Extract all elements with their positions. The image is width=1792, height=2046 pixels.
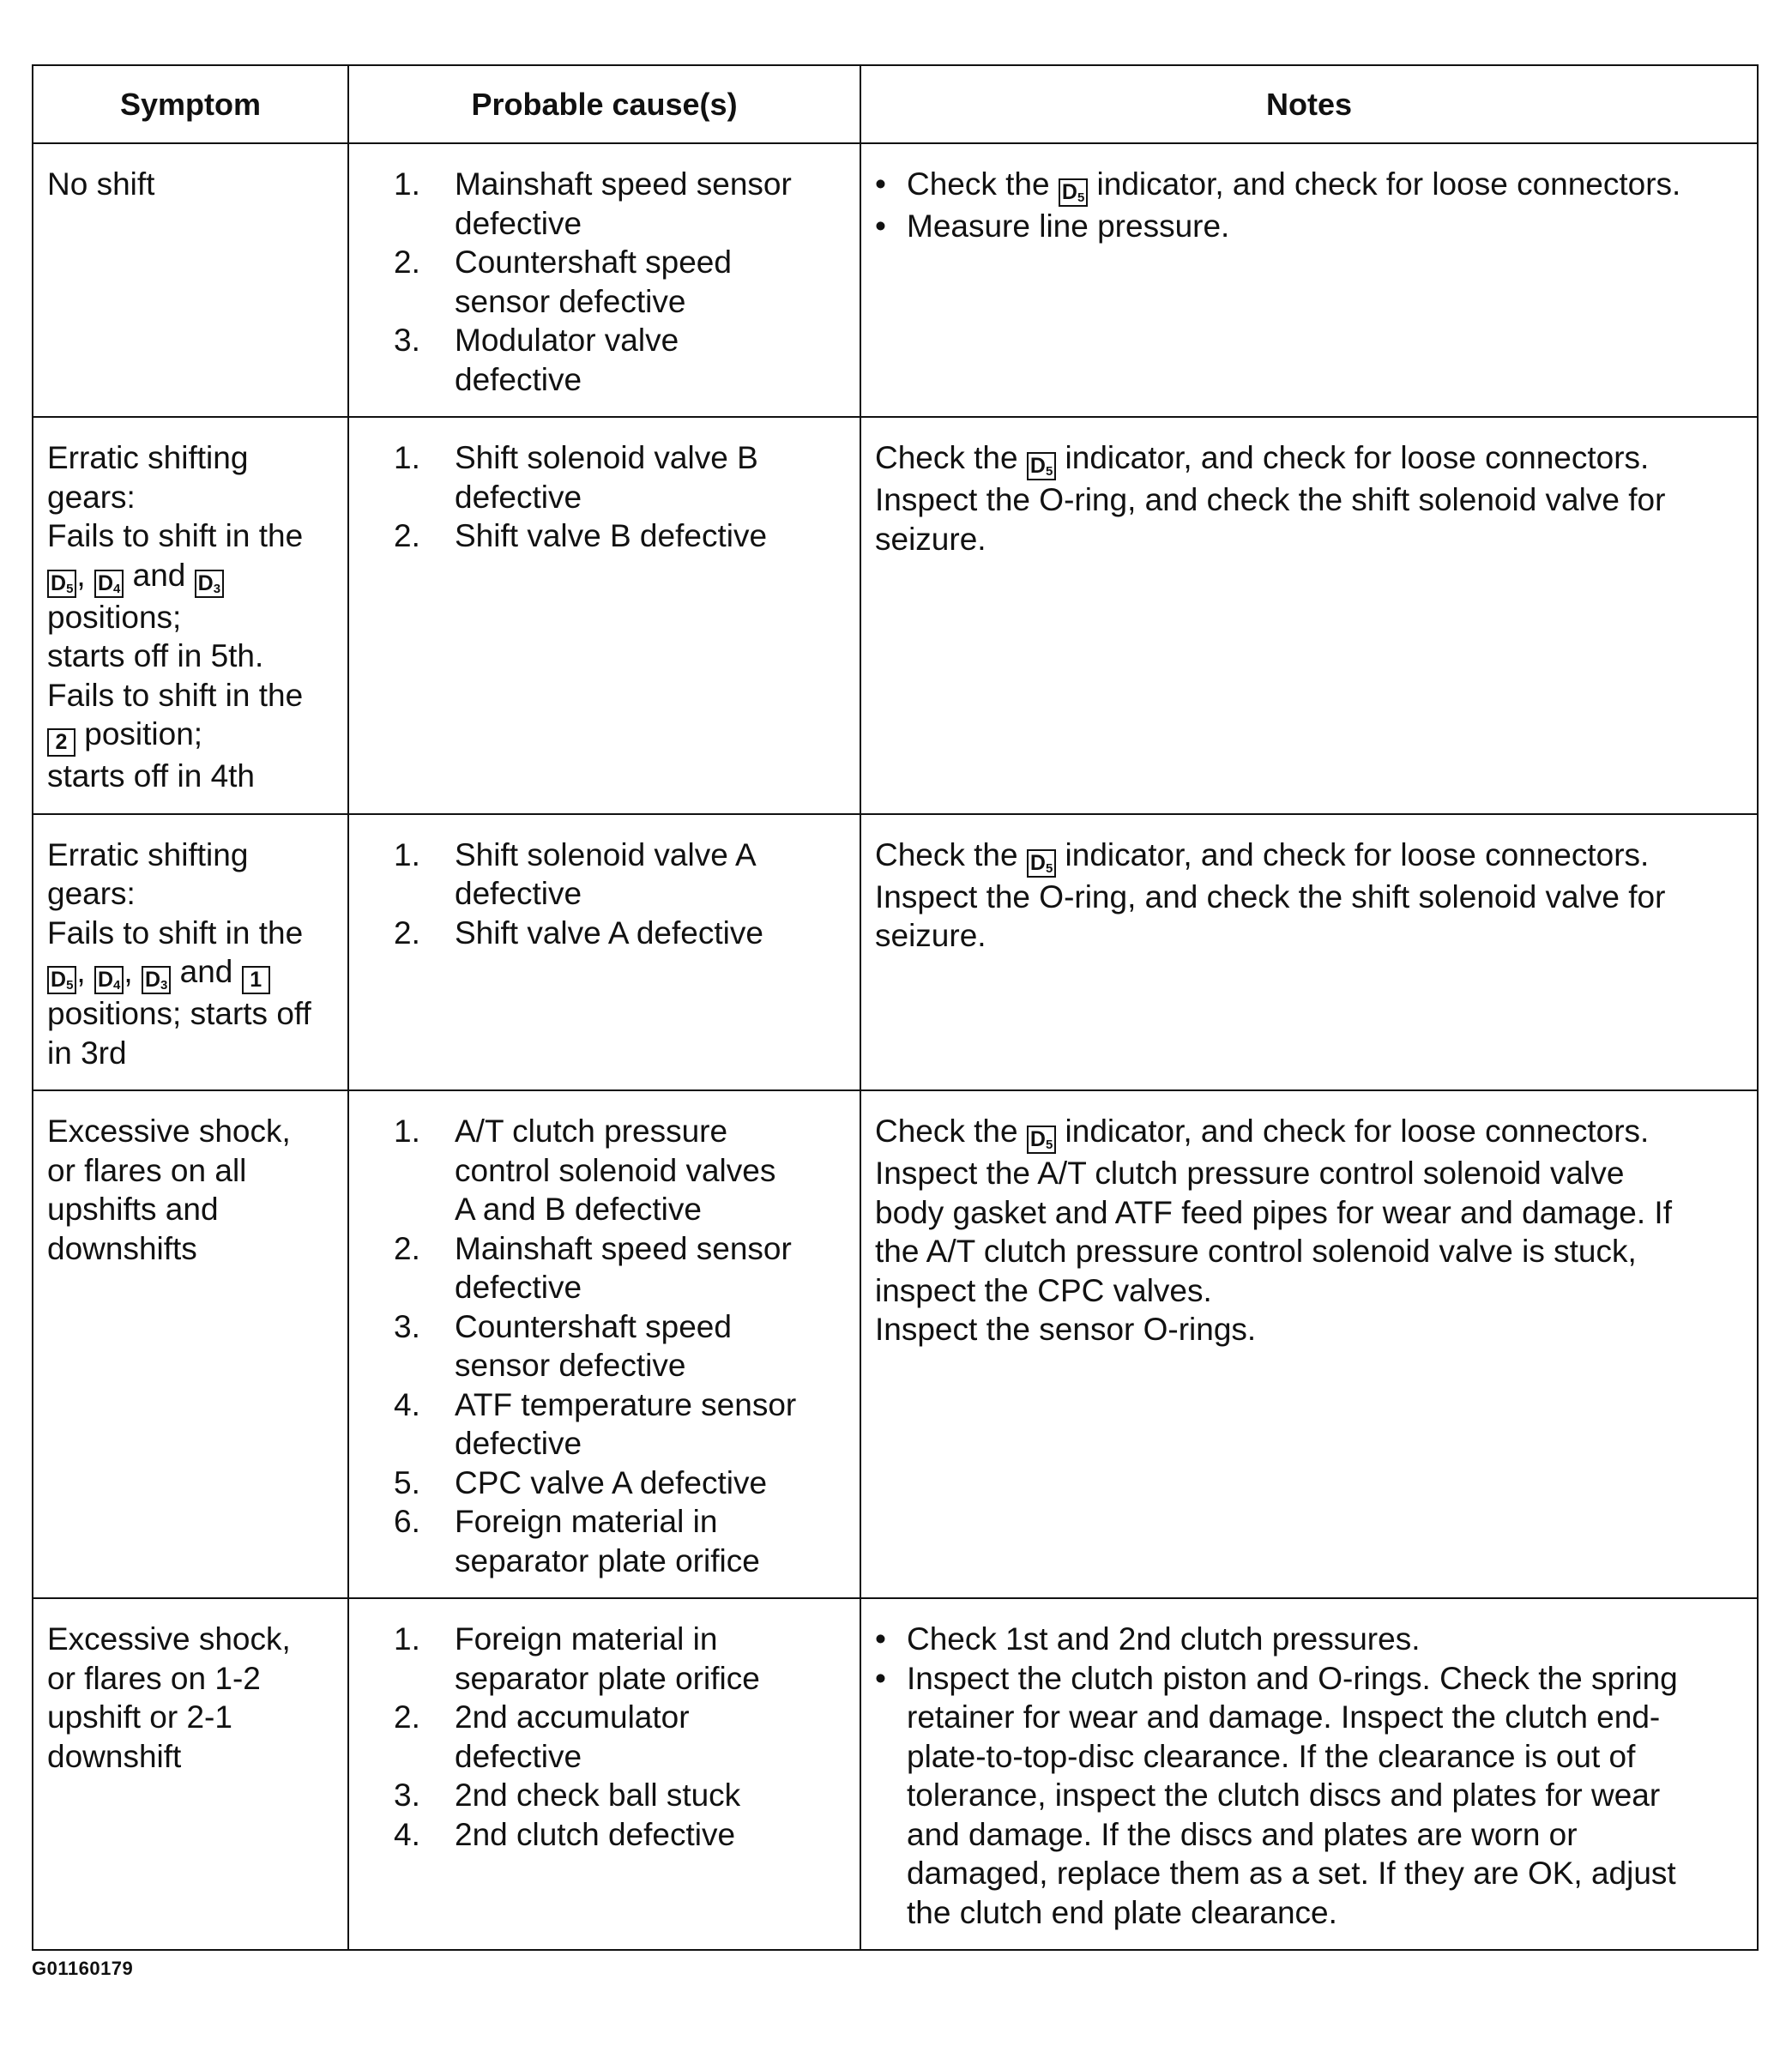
cause-list [394, 165, 848, 399]
text-line: A/T clutch pressure [455, 1114, 728, 1149]
text-run: gears: [47, 876, 136, 911]
cause-item [394, 243, 848, 321]
header-probable-causes: Probable cause(s) [348, 65, 860, 143]
text-run: No shift [47, 166, 155, 202]
gear-position-icon [47, 728, 75, 757]
header-notes: Notes [860, 65, 1758, 143]
text-run: starts off in 5th. [47, 638, 264, 673]
symptom-cell [33, 1090, 348, 1598]
gear-position-letter: D [51, 968, 67, 992]
text-line [47, 1151, 334, 1191]
gear-position-icon [1027, 452, 1056, 480]
gear-position-number: 3 [160, 978, 168, 993]
gear-position-letter: D [1061, 180, 1077, 204]
notes-cell [860, 1090, 1758, 1598]
note-bullet-item [875, 1620, 1743, 1659]
cause-item [394, 516, 848, 556]
figure-code: G01160179 [32, 1958, 134, 1979]
cause-text [455, 1815, 848, 1855]
cause-item [394, 836, 848, 914]
text-line [47, 994, 334, 1034]
text-run: Erratic shifting [47, 836, 249, 872]
text-run: the clutch end plate clearance. [907, 1894, 1337, 1930]
gear-position-icon [1027, 1126, 1056, 1154]
text-line [875, 1112, 1743, 1154]
text-line [907, 1815, 1743, 1855]
gear-position-icon [94, 570, 124, 598]
text-line [47, 637, 334, 676]
text-line [875, 1193, 1743, 1233]
text-line [47, 1190, 334, 1229]
cause-list [394, 1112, 848, 1580]
cause-item [394, 1776, 848, 1815]
cause-number: 2. [394, 1699, 420, 1735]
text-run: the A/T clutch pressure control solenoid valve is stuck, [875, 1234, 1637, 1269]
text-line: Mainshaft speed sensor [455, 1230, 792, 1266]
text-line: defective [455, 1270, 582, 1305]
cause-list [394, 1620, 848, 1854]
text-line: separator plate orifice [455, 1542, 760, 1578]
note-text [907, 207, 1743, 246]
cause-text [455, 1112, 848, 1229]
text-run: seizure. [875, 521, 987, 557]
text-run: , [124, 954, 142, 989]
cause-item [394, 1385, 848, 1464]
text-run: Check 1st and 2nd clutch pressures. [907, 1621, 1421, 1657]
text-line [47, 598, 334, 637]
text-line: A and B defective [455, 1192, 702, 1227]
text-run: and [124, 557, 195, 593]
text-run: or flares on all [47, 1152, 247, 1188]
table-row [33, 814, 1758, 1091]
text-run: downshift [47, 1738, 182, 1774]
text-line [875, 438, 1743, 480]
text-line [47, 478, 334, 517]
text-line: control solenoid valves [455, 1152, 776, 1188]
text-run: positions; starts off [47, 996, 311, 1031]
text-run: indicator, and check for loose connectors. [1056, 836, 1650, 872]
gear-position-number: 5 [66, 978, 74, 993]
notes-bullet-list [875, 1620, 1743, 1932]
gear-position-letter: D [144, 968, 160, 992]
text-line [875, 1154, 1743, 1193]
gear-position-letter: D [1029, 1127, 1046, 1151]
cause-number: 3. [394, 1308, 420, 1344]
gear-position-letter: D [51, 570, 67, 595]
text-line [47, 1112, 334, 1151]
text-run: indicator, and check for loose connectors. [1088, 166, 1681, 202]
text-run: body gasket and ATF feed pipes for wear and damage. If [875, 1194, 1672, 1230]
text-run: damaged, replace them as a set. If they are OK, adjust [907, 1856, 1676, 1891]
text-run: gears: [47, 479, 136, 515]
troubleshooting-table [32, 64, 1759, 1951]
text-line [47, 952, 334, 994]
text-run: position; [75, 716, 203, 751]
cause-number: 1. [394, 1114, 420, 1149]
gear-position-letter: D [1029, 454, 1046, 478]
cause-list [394, 438, 848, 556]
text-line [47, 1034, 334, 1073]
text-line: separator plate orifice [455, 1660, 760, 1696]
gear-position-icon [142, 966, 171, 994]
gear-position-letter: D [1029, 850, 1046, 875]
text-line: Foreign material in [455, 1504, 718, 1539]
gear-position-number: 5 [1077, 190, 1085, 205]
cause-item [394, 1307, 848, 1385]
cause-number: 2. [394, 244, 420, 280]
gear-position-letter: D [97, 570, 114, 595]
text-run: plate-to-top-disc clearance. If the clearance is out of [907, 1738, 1636, 1774]
text-line [907, 1620, 1743, 1659]
text-line [875, 480, 1743, 520]
text-line: defective [455, 1738, 582, 1774]
cause-text [455, 1502, 848, 1580]
gear-position-number: 5 [66, 581, 74, 596]
probable-causes-cell [348, 814, 860, 1091]
text-run: in 3rd [47, 1035, 127, 1071]
text-run: and [171, 954, 242, 989]
text-line [47, 874, 334, 914]
cause-text [455, 165, 848, 243]
text-line [907, 1854, 1743, 1893]
gear-position-icon [47, 570, 76, 598]
text-run: Inspect the O-ring, and check the shift solenoid valve for [875, 482, 1666, 517]
cause-text [455, 516, 848, 556]
text-line [907, 207, 1743, 246]
bullet-icon: • [875, 208, 886, 244]
cause-number: 4. [394, 1386, 420, 1422]
text-run: Check the [875, 440, 1027, 475]
cause-item [394, 1620, 848, 1698]
cause-number: 6. [394, 1504, 420, 1539]
text-line [875, 1310, 1743, 1349]
text-line: CPC valve A defective [455, 1464, 768, 1500]
text-run: Inspect the clutch piston and O-rings. Check the spring [907, 1660, 1678, 1696]
cause-item [394, 1464, 848, 1503]
note-text [907, 1659, 1743, 1933]
gear-position-number: 3 [213, 581, 221, 596]
symptom-cell [33, 143, 348, 417]
text-line: Countershaft speed [455, 244, 732, 280]
cause-item [394, 1698, 848, 1776]
text-line: 2nd accumulator [455, 1699, 690, 1735]
gear-position-icon [94, 966, 124, 994]
text-line [47, 438, 334, 478]
note-text [907, 1620, 1743, 1659]
gear-position-letter: D [97, 968, 114, 992]
cause-list [394, 836, 848, 953]
text-line [47, 1620, 334, 1659]
table-row [33, 417, 1758, 814]
cause-number: 2. [394, 914, 420, 951]
text-line [875, 836, 1743, 878]
cause-text [455, 1229, 848, 1307]
text-run: Fails to shift in the [47, 677, 304, 713]
bullet-icon: • [875, 166, 886, 202]
text-run: Erratic shifting [47, 440, 249, 475]
cause-text [455, 914, 848, 953]
text-run: Inspect the O-ring, and check the shift solenoid valve for [875, 878, 1666, 914]
table-row [33, 1598, 1758, 1950]
cause-number: 2. [394, 1230, 420, 1266]
note-text [907, 165, 1743, 207]
gear-position-icon [195, 570, 224, 598]
gear-position-icon [1059, 178, 1088, 207]
text-run: and damage. If the discs and plates are worn or [907, 1816, 1578, 1852]
text-line [907, 1776, 1743, 1815]
text-line: ATF temperature sensor [455, 1386, 797, 1422]
cause-text [455, 1307, 848, 1385]
cause-text [455, 1464, 848, 1503]
notes-cell [860, 814, 1758, 1091]
text-run: , [76, 954, 94, 989]
gear-position-letter: 2 [55, 730, 68, 754]
text-run: Fails to shift in the [47, 914, 304, 951]
gear-position-letter: 1 [250, 968, 262, 992]
header-symptom: Symptom [33, 65, 348, 143]
note-bullet-item [875, 165, 1743, 207]
text-line: sensor defective [455, 1348, 686, 1383]
gear-position-number: 5 [1045, 464, 1053, 479]
gear-position-number: 4 [113, 978, 121, 993]
text-line: defective [455, 1426, 582, 1461]
cause-number: 1. [394, 440, 420, 475]
text-run: Excessive shock, [47, 1114, 291, 1149]
table-body [33, 143, 1758, 1950]
gear-position-icon [47, 966, 76, 994]
text-run: indicator, and check for loose connectors. [1056, 440, 1650, 475]
text-line [47, 516, 334, 556]
text-run: seizure. [875, 918, 987, 953]
notes-cell [860, 417, 1758, 814]
cause-item [394, 321, 848, 399]
table-header-row [33, 65, 1758, 143]
text-line [907, 165, 1743, 207]
text-line: defective [455, 876, 582, 911]
table-row [33, 1090, 1758, 1598]
gear-position-icon [242, 966, 270, 994]
text-line: 2nd clutch defective [455, 1816, 736, 1852]
cause-item [394, 1229, 848, 1307]
text-run: indicator, and check for loose connectors. [1056, 1114, 1650, 1149]
text-line: Shift valve A defective [455, 914, 763, 951]
symptom-cell [33, 1598, 348, 1950]
text-line: Modulator valve [455, 323, 679, 358]
gear-position-number: 5 [1045, 860, 1053, 876]
text-line [47, 676, 334, 715]
text-line [47, 1698, 334, 1737]
probable-causes-cell [348, 1090, 860, 1598]
text-run: Measure line pressure. [907, 208, 1230, 244]
text-line: defective [455, 205, 582, 241]
probable-causes-cell [348, 143, 860, 417]
text-line [47, 556, 334, 598]
notes-cell [860, 1598, 1758, 1950]
text-line: defective [455, 361, 582, 397]
text-line: Shift solenoid valve A [455, 836, 757, 872]
gear-position-icon [1027, 849, 1056, 878]
cause-number: 4. [394, 1816, 420, 1852]
text-line [875, 1271, 1743, 1311]
text-line [47, 757, 334, 796]
text-run: retainer for wear and damage. Inspect the clutch end- [907, 1699, 1661, 1735]
text-run: , [76, 557, 94, 593]
text-line [47, 715, 334, 757]
text-run: inspect the CPC valves. [875, 1272, 1212, 1308]
text-line: 2nd check ball stuck [455, 1777, 741, 1813]
text-run: starts off in 4th [47, 758, 255, 794]
cause-text [455, 321, 848, 399]
text-run: positions; [47, 599, 182, 635]
text-run: Excessive shock, [47, 1621, 291, 1657]
symptom-cell [33, 814, 348, 1091]
cause-text [455, 1385, 848, 1464]
cause-text [455, 438, 848, 516]
text-run: upshifts and [47, 1192, 219, 1227]
cause-number: 1. [394, 1621, 420, 1657]
text-line: sensor defective [455, 283, 686, 319]
text-run: tolerance, inspect the clutch discs and plates for wear [907, 1777, 1661, 1813]
text-line [907, 1659, 1743, 1699]
text-line [47, 1659, 334, 1699]
cause-text [455, 1698, 848, 1776]
text-run: or flares on 1-2 [47, 1660, 261, 1696]
text-line [875, 1232, 1743, 1271]
cause-number: 3. [394, 323, 420, 358]
cause-item [394, 165, 848, 243]
cause-text [455, 1776, 848, 1815]
text-line: Mainshaft speed sensor [455, 166, 792, 202]
gear-position-number: 5 [1045, 1138, 1053, 1152]
bullet-icon: • [875, 1621, 886, 1657]
symptom-cell [33, 417, 348, 814]
text-line [47, 165, 334, 204]
text-line: Countershaft speed [455, 1308, 732, 1344]
text-line: Shift valve B defective [455, 518, 768, 553]
cause-item [394, 1815, 848, 1855]
text-run: upshift or 2-1 [47, 1699, 232, 1735]
cause-text [455, 836, 848, 914]
text-line [47, 1737, 334, 1777]
text-run: Check the [875, 836, 1027, 872]
cause-item [394, 914, 848, 953]
notes-bullet-list [875, 165, 1743, 246]
text-line [875, 520, 1743, 559]
text-line [47, 836, 334, 875]
cause-text [455, 1620, 848, 1698]
gear-position-number: 4 [113, 581, 121, 596]
text-line [875, 878, 1743, 917]
cause-number: 5. [394, 1464, 420, 1500]
text-run: Inspect the A/T clutch pressure control solenoid valve [875, 1156, 1625, 1191]
text-line [47, 914, 334, 953]
text-run: downshifts [47, 1230, 197, 1266]
cause-item [394, 438, 848, 516]
cause-number: 3. [394, 1777, 420, 1813]
cause-number: 2. [394, 518, 420, 553]
probable-causes-cell [348, 1598, 860, 1950]
cause-item [394, 1502, 848, 1580]
cause-text [455, 243, 848, 321]
table-row [33, 143, 1758, 417]
note-bullet-item [875, 1659, 1743, 1933]
gear-position-letter: D [197, 570, 214, 595]
text-line [907, 1698, 1743, 1737]
bullet-icon: • [875, 1660, 886, 1696]
text-line: Foreign material in [455, 1621, 718, 1657]
text-line [47, 1229, 334, 1269]
text-line [907, 1737, 1743, 1777]
note-bullet-item [875, 207, 1743, 246]
text-line [907, 1893, 1743, 1933]
notes-cell [860, 143, 1758, 417]
text-run: Inspect the sensor O-rings. [875, 1312, 1257, 1347]
text-line [875, 916, 1743, 956]
cause-item [394, 1112, 848, 1229]
text-run: Check the [907, 166, 1059, 202]
probable-causes-cell [348, 417, 860, 814]
text-run: Check the [875, 1114, 1027, 1149]
cause-number: 1. [394, 836, 420, 872]
text-line: defective [455, 479, 582, 515]
text-line: Shift solenoid valve B [455, 440, 758, 475]
cause-number: 1. [394, 166, 420, 202]
text-run: Fails to shift in the [47, 518, 304, 553]
